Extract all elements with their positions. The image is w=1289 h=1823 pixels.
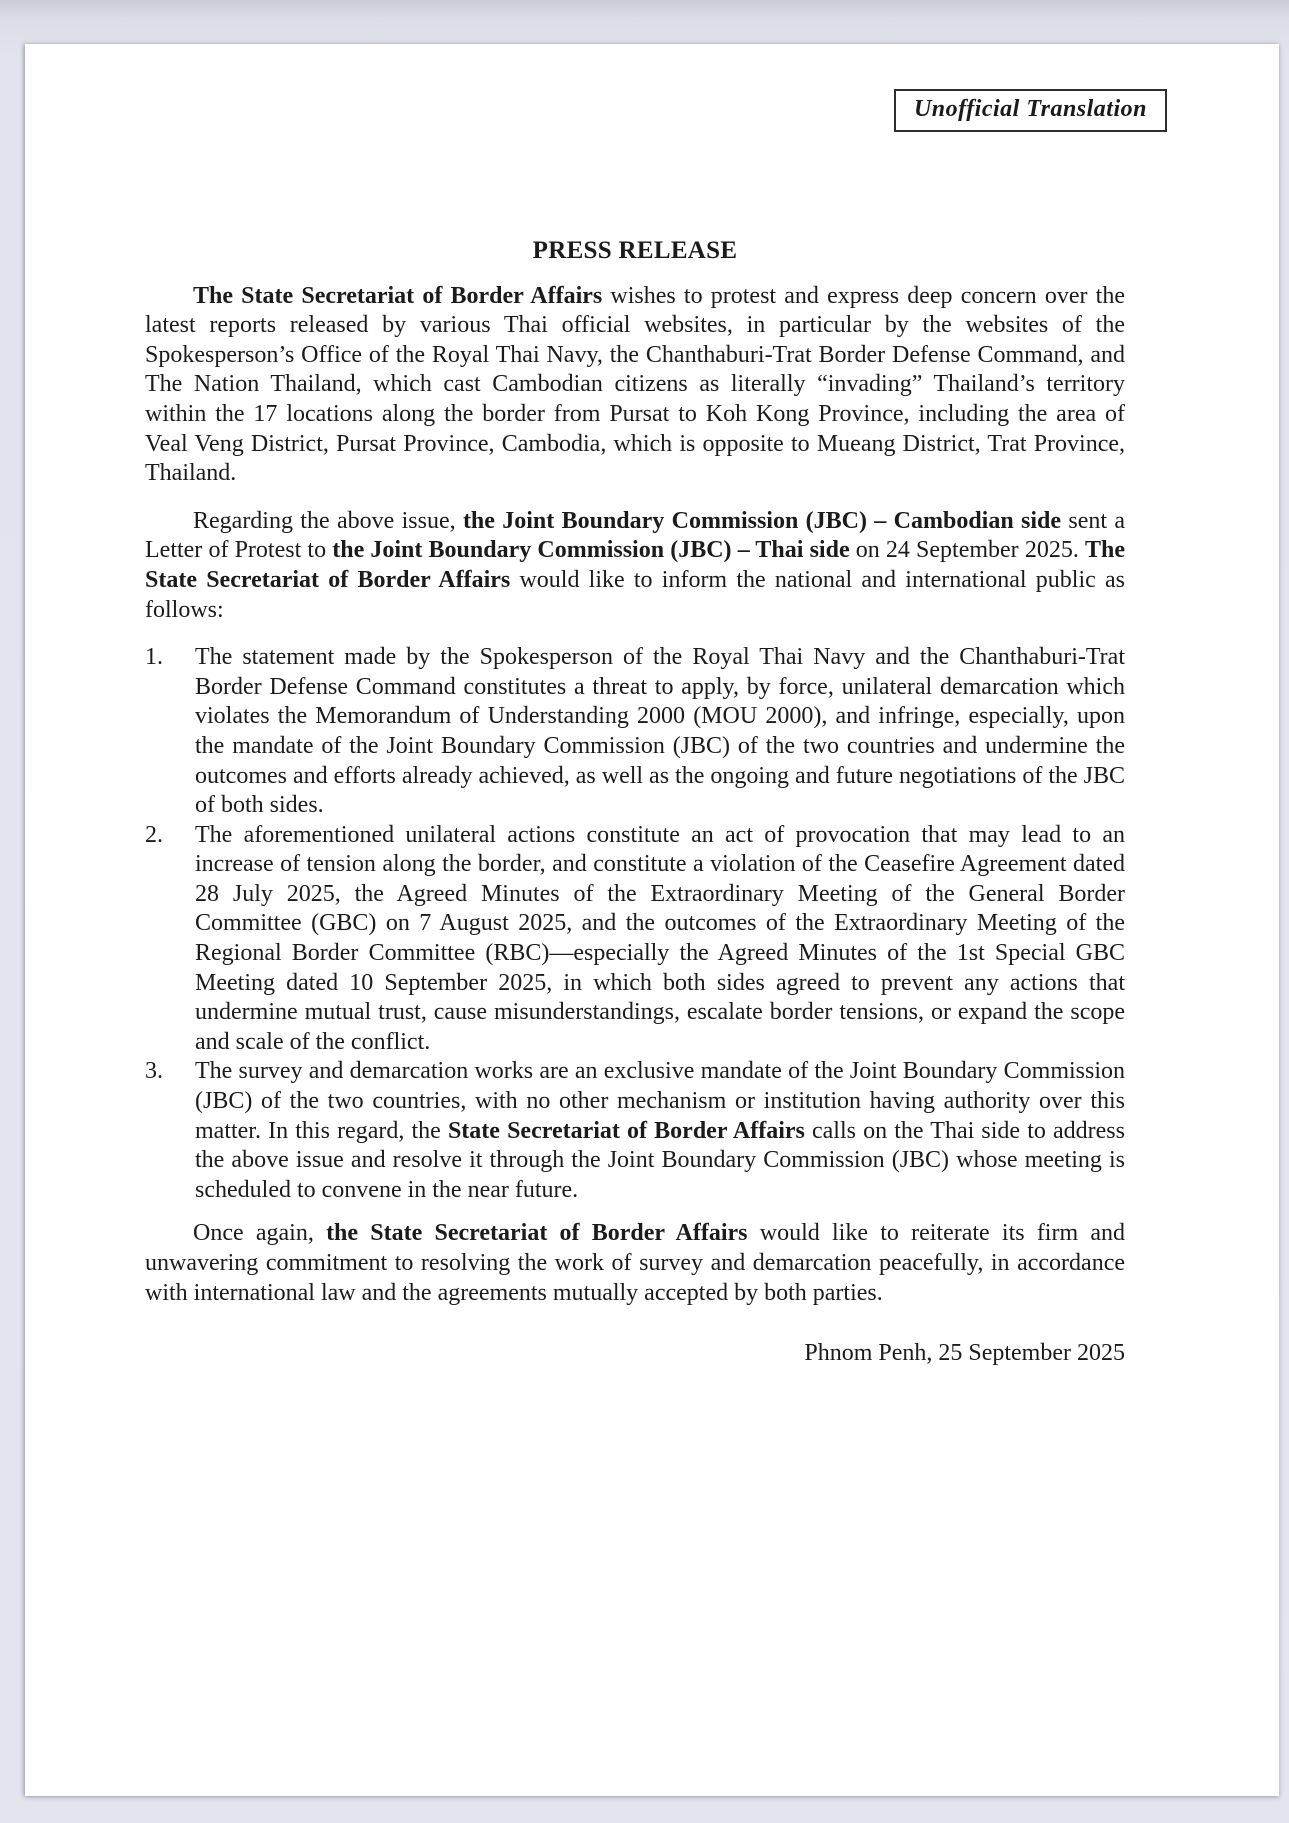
paragraph-closing: Once again, the State Secretariat of Border Affairs would like to reiterate its firm and unwavering commitment to resolving the work of survey and demarcation peacefully, in accordance with international law and the agreements mutually accepted by both parties. xyxy=(145,1220,1126,1306)
list-item xyxy=(145,643,1125,821)
list-item-number: 3. xyxy=(145,1058,163,1085)
list-item-text: The aforementioned unilateral actions constitute an act of provocation that may lead to an increase of tension along the border, and constitute a violation of the Ceasefire Agreement dated 28 July 2025, the Agreed Minutes of the Extraordinary Meeting of the General Border Committee (GBC) on 7 August 2025, and the outcomes of the Extraordinary Meeting of the Regional Border Committee (RBC)—especially the Agreed Minutes of the 1st Special GBC Meeting dated 10 September 2025, in which both sides agreed to prevent any actions that undermine mutual trust, cause misunderstandings, escalate border tensions, or expand the scope and scale of the conflict. xyxy=(195,821,1125,1055)
list-item-text: The survey and demarcation works are an exclusive mandate of the Joint Boundary Commission (JBC) of the two countries, with no other mechanism or institution having authority over this matter. In this regard, the State Secretariat of Border Affairs calls on the Thai side to address the above issue and resolve it through the Joint Boundary Commission (JBC) whose meeting is scheduled to convene in the near future. xyxy=(195,1058,1125,1203)
numbered-list xyxy=(145,643,1125,1205)
paragraph-intro: The State Secretariat of Border Affairs wishes to protest and express deep concern over the latest reports released by various Thai official websites, in particular by the websites of the Spokesperson’s Office of the Royal Thai Navy, the Chanthaburi-Trat Border Defense Command, and The Nation Thailand, which cast Cambodian citizens as literally “invading” Thailand’s territory within the 17 locations along the border from Pursat to Koh Kong Province, including the area of Veal Veng District, Pursat Province, Cambodia, which is opposite to Mueang District, Trat Province, Thailand. xyxy=(145,282,1125,487)
page-title: PRESS RELEASE xyxy=(532,237,738,264)
paragraph-regarding: Regarding the above issue, the Joint Boundary Commission (JBC) – Cambodian side sent a Letter of Protest to the Joint Boundary Commission (JBC) – Thai side on 24 September 2025. The State Secretariat of Border Affairs would like to inform the national and international public as follows: xyxy=(145,507,1126,623)
dateline: Phnom Penh, 25 September 2025 xyxy=(804,1340,1125,1367)
list-item-number: 1. xyxy=(145,644,163,671)
list-item-text: The statement made by the Spokesperson of the Royal Thai Navy and the Chanthaburi-Trat Border Defense Command constitutes a threat to apply, by force, unilateral demarcation which violates the Memorandum of Understanding 2000 (MOU 2000), and infringe, especially, upon the mandate of the Joint Boundary Commission (JBC) of the two countries and undermine the outcomes and efforts already achieved, as well as the ongoing and future negotiations of the JBC of both sides. xyxy=(195,644,1125,819)
list-item xyxy=(145,821,1125,1058)
list-item xyxy=(145,1057,1125,1205)
list-item-number: 2. xyxy=(145,821,163,848)
unofficial-translation-badge: Unofficial Translation xyxy=(894,89,1167,132)
press-release-page xyxy=(25,44,1279,1796)
page-content xyxy=(25,44,1279,1369)
